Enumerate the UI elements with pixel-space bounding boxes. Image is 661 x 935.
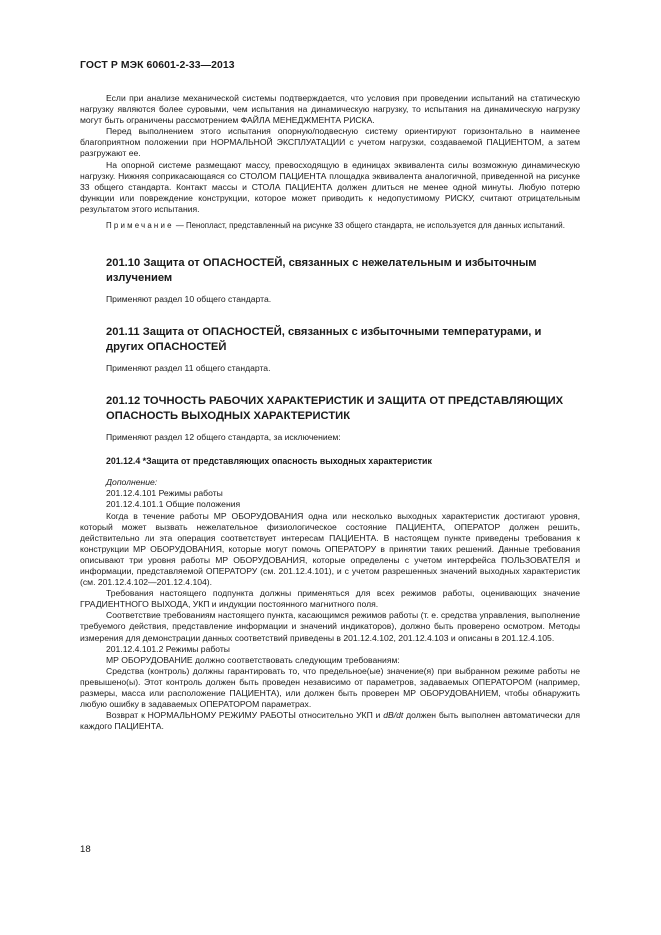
section-heading-201-12: 201.12 ТОЧНОСТЬ РАБОЧИХ ХАРАКТЕРИСТИК И ЗАЩИТА ОТ ПРЕДСТАВЛЯЮЩИХ ОПАСНОСТЬ ВЫХОДНЫХ ХАРАКТЕРИСТИК: [106, 395, 564, 422]
paragraph-text: должен быть выполнен автоматически для каждого ПАЦИЕНТА.: [80, 710, 581, 732]
paragraph: Соответствие требованиям настоящего пункта, касающимся режимов работы (т. е. средства управления, выполнение требуемого действия, представление информации и значений индикаторов), должно быть проверено осмотром. Методы измерения для демонстрации данных соответствий приведены в 201.12.4.102, 201.12.4.103 и описаны в 201.12.4.105.: [80, 610, 580, 643]
note-text: — Пенопласт, представленный на рисунке 33 общего стандарта, не используется для данных испытаний.: [173, 221, 565, 231]
subsection-body: [80, 477, 580, 732]
section-heading-201-11: 201.11 Защита от ОПАСНОСТЕЙ, связанных с избыточными температурами, и других ОПАСНОСТЕЙ: [106, 326, 542, 353]
section-text-201-10: Применяют раздел 10 общего стандарта.: [106, 294, 272, 305]
paragraph: Перед выполнением этого испытания опорную/подвесную систему ориентируют горизонтально в наименее благоприятном положении при НОРМАЛЬНОЙ ЭКСПЛУАТАЦИИ с учетом нагрузки, создаваемой ПАЦИЕНТОМ, а затем разгружают ее.: [80, 126, 580, 159]
addition-label: Дополнение:: [106, 477, 158, 488]
subsection-heading-201-12-4: 201.12.4 *Защита от представляющих опасность выходных характеристик: [106, 456, 432, 467]
paragraph: [80, 710, 580, 732]
section-text-201-11: Применяют раздел 11 общего стандарта.: [106, 363, 271, 374]
clause-title: 201.12.4.101.2 Режимы работы: [106, 643, 230, 654]
section-heading-201-10: 201.10 Защита от ОПАСНОСТЕЙ, связанных с нежелательным и избыточным излучением: [106, 257, 537, 284]
note-label: Примечание: [106, 221, 174, 231]
paragraph: Средства (контроль) должны гарантировать то, что предельное(ые) значение(я) при выбранном режиме работы не превышено(ы). Этот контроль должен быть проведен независимо от параметров, задаваемых ОПЕРАТОРОМ (например, размеры, масса или расположение ПАЦИЕНТА), или должен быть проверен МР ОБОРУДОВАНИЕМ, чтобы обнаружить любую ошибку в задаваемых ОПЕРАТОРОМ параметрах.: [80, 665, 580, 710]
page-number: 18: [80, 844, 91, 855]
clause-title: 201.12.4.101.1 Общие положения: [106, 499, 241, 510]
paragraph: Когда в течение работы МР ОБОРУДОВАНИЯ одна или несколько выходных характеристик достигают уровня, который может вызвать нежелательное физиологическое состояние ПАЦИЕНТА, ОПЕРАТОР должен решить, действительно ли эта операция соответствует интересам ПАЦИЕНТА. В настоящем пункте приведены требования к конструкции МР ОБОРУДОВАНИЯ, которые могут помочь ОПЕРАТОРУ в принятии таких решений. Данные требования описывают три уровня работы МР ОБОРУДОВАНИЯ, которые определены с учетом интерфейса ПОЛЬЗОВАТЕЛЯ и информации, представляемой ОПЕРАТОРУ (см. 201.12.4.101), и с учетом разрешенных значений выходных характеристик (см. 201.12.4.102—201.12.4.104).: [80, 510, 580, 588]
paragraph: На опорной системе размещают массу, превосходящую в единицах эквивалента силы возможную динамическую нагрузку. Нижняя соприкасающаяся со СТОЛОМ ПАЦИЕНТА площадка эквивалента аналогичной, приведенной на рисунке 33 общего стандарта. Контакт массы и СТОЛА ПАЦИЕНТА должен длиться не менее одной минуты. Любую потерю функции или повреждение конструкции, которое может приводить к недопустимому РИСКУ, считают отрицательным результатом этого испытания.: [80, 159, 580, 214]
formula-term: dB/dt: [383, 710, 404, 721]
document-header: ГОСТ Р МЭК 60601-2-33—2013: [80, 60, 235, 71]
paragraph: Требования настоящего подпункта должны применяться для всех режимов работы, оценивающих значение ГРАДИЕНТНОГО ВЫХОДА, УКП и индукции постоянного магнитного поля.: [80, 588, 580, 610]
document-body: [80, 93, 580, 732]
note: [80, 221, 580, 231]
section-text-201-12: Применяют раздел 12 общего стандарта, за исключением:: [106, 432, 341, 443]
paragraph: МР ОБОРУДОВАНИЕ должно соответствовать следующим требованиям:: [106, 654, 400, 665]
clause-title: 201.12.4.101 Режимы работы: [106, 488, 223, 499]
paragraph: Если при анализе механической системы подтверждается, что условия при проведении испытаний на статическую нагрузку являются более суровыми, чем испытания на динамическую нагрузку, то испытания на динамическую нагрузку могут быть ограничены рассмотрением ФАЙЛА МЕНЕДЖМЕНТА РИСКА.: [80, 93, 580, 126]
paragraph-text: Возврат к НОРМАЛЬНОМУ РЕЖИМУ РАБОТЫ относительно УКП и: [106, 710, 384, 721]
